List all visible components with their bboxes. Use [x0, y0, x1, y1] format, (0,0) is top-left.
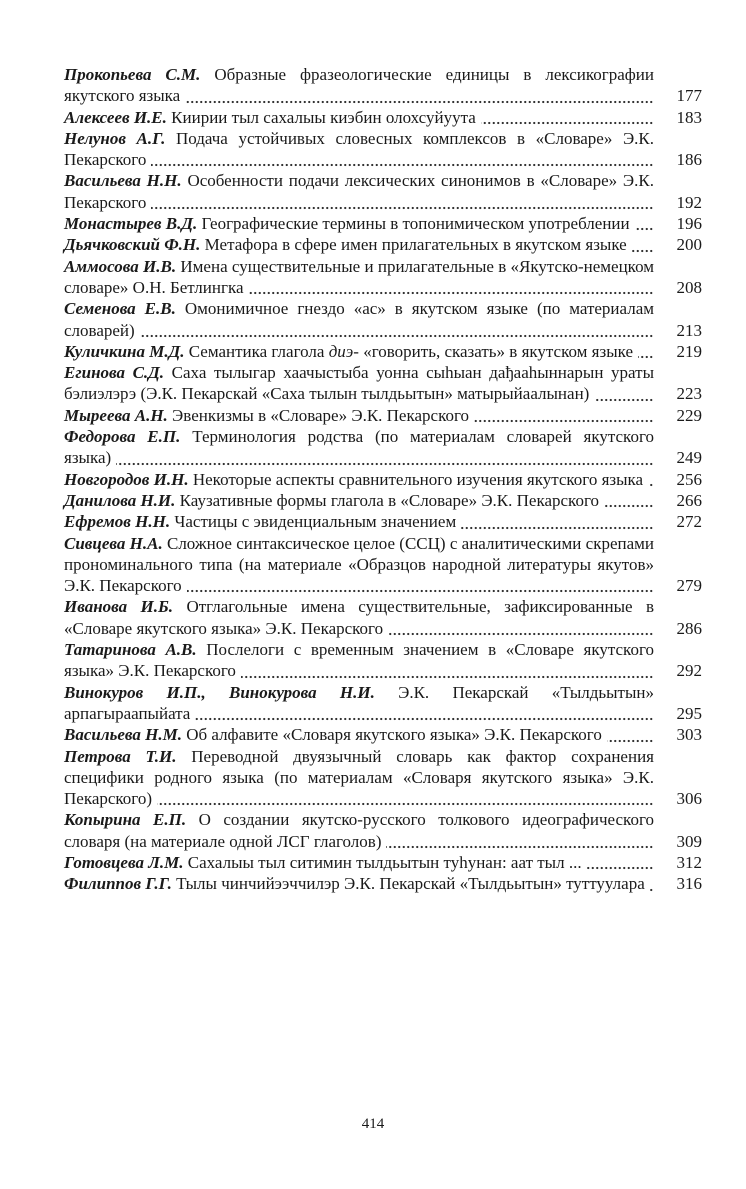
entry-page-number: 286: [662, 618, 702, 639]
entry-page-number: 303: [662, 724, 702, 745]
entry-author: Филиппов Г.Г.: [64, 874, 172, 894]
toc-entry: [64, 724, 702, 745]
entry-title: Послелоги с временным значением в «Словаре якутского языка» Э.К. Пекарского: [64, 640, 655, 681]
toc-entry: [64, 596, 702, 639]
entry-title: Тылы чинчийээччилэр Э.К. Пекарскай «Тылдьытын» туттуулара: [176, 874, 645, 894]
entry-title: «говорить, сказать» в якутском языке: [363, 341, 634, 361]
entry-author: Ефремов Н.Н.: [64, 512, 171, 532]
toc-entry: [64, 405, 702, 426]
entry-author: Копырина Е.П.: [64, 810, 187, 830]
entry-author: Новгородов И.Н.: [64, 469, 189, 489]
entry-page-number: 213: [662, 320, 702, 341]
entry-author: Нелунов А.Г.: [64, 128, 166, 148]
page-number: 414: [361, 1116, 385, 1132]
entry-title: Об алфавите «Словаря якутского языка» Э.К. Пекарского: [186, 725, 602, 745]
entry-page-number: 312: [662, 852, 702, 873]
entry-author: Петрова Т.И.: [64, 746, 177, 766]
entry-page-number: 208: [662, 277, 702, 298]
entry-author: Прокопьева С.М.: [64, 65, 201, 84]
entry-title: Географические термины в топонимическом употреблении: [201, 214, 630, 234]
toc-entry: [64, 533, 702, 597]
entry-author: Мыреева А.Н.: [64, 405, 168, 425]
toc-entry: [64, 511, 702, 532]
entry-author: Монастырев В.Д.: [64, 214, 198, 234]
toc-entry: [64, 256, 702, 299]
entry-title-term: диэ-: [328, 341, 359, 361]
entry-page-number: 295: [662, 703, 702, 724]
entry-page-number: 266: [662, 490, 702, 511]
entry-author: Татаринова А.В.: [64, 640, 197, 660]
toc-entry: [64, 213, 702, 234]
toc-entry: [64, 682, 702, 725]
entry-title: Саха тылыгар хаачыстыба уонна сыһыан дађааһыннарын ураты бэлиэлэрэ (Э.К. Пекарскай «Саха тылын тылдьытын» матырыйаалынан): [64, 363, 655, 404]
entry-author: Данилова Н.И.: [64, 490, 176, 510]
entry-title: Имена существительные и прилагательные в «Якутско-немецком словаре» О.Н. Бетлингка: [64, 256, 655, 297]
entry-page-number: 309: [662, 831, 702, 852]
entry-title-part: Семантика глагола: [188, 341, 325, 361]
toc-entry: [64, 64, 702, 107]
toc-entry: [64, 107, 702, 128]
entry-page-number: 229: [662, 405, 702, 426]
entry-author: Сивцева Н.А.: [64, 533, 163, 553]
entry-author: Федорова Е.П.: [64, 427, 181, 447]
entry-title: Подача устойчивых словесных комплексов в «Словаре» Э.К. Пекарского: [64, 128, 655, 170]
entry-title: Образные фразеологические единицы в лексикографии якутского языка: [64, 65, 654, 106]
entry-page-number: 196: [662, 213, 702, 234]
entry-page-number: 223: [662, 383, 702, 404]
toc-entry: [64, 426, 702, 469]
entry-page-number: 186: [662, 149, 702, 170]
entry-title: Э.К. Пекарскай «Тылдьытын» арпагыраапыйата: [64, 682, 654, 723]
entry-title: Частицы с эвиденциальным значением: [174, 512, 457, 532]
entry-page-number: 249: [662, 447, 702, 468]
entry-page-number: 292: [662, 660, 702, 681]
entry-page-number: 256: [662, 469, 702, 490]
entry-title: Киирии тыл сахалыы киэбин олохсуйуута: [171, 107, 476, 127]
entry-title: О создании якутско-русского толкового идеографического словаря (на материале одной ЛСГ глаголов): [64, 810, 654, 851]
toc-entry: [64, 362, 702, 405]
entry-title: Метафора в сфере имен прилагательных в якутском языке: [204, 235, 627, 255]
toc-entry: [64, 852, 702, 873]
entry-page-number: 306: [662, 788, 702, 809]
toc-entry: [64, 170, 702, 213]
table-of-contents: [64, 64, 702, 895]
toc-entry: [64, 128, 702, 171]
entry-page-number: 177: [662, 85, 702, 106]
entry-author: Иванова И.Б.: [64, 597, 174, 617]
entry-title: Некоторые аспекты сравнительного изучения якутского языка: [192, 469, 644, 489]
toc-entry: [64, 341, 702, 362]
entry-title: Особенности подачи лексических синонимов в «Словаре» Э.К. Пекарского: [64, 171, 654, 212]
toc-entry: [64, 809, 702, 852]
toc-entry: [64, 746, 702, 810]
entry-title: Отглагольные имена существительные, зафиксированные в «Словаре якутского языка» Э.К. Пекарского: [64, 597, 654, 638]
entry-page-number: 272: [662, 511, 702, 532]
toc-entry: [64, 639, 702, 682]
entry-title: Эвенкизмы в «Словаре» Э.К. Пекарского: [172, 405, 470, 425]
entry-author: Куличкина М.Д.: [64, 341, 185, 361]
entry-author: Дьячковский Ф.Н.: [64, 235, 201, 255]
entry-author: Алексеев И.Е.: [64, 107, 167, 127]
entry-author: Васильева Н.Н.: [64, 171, 182, 191]
toc-entry: [64, 873, 702, 894]
toc-entry: [64, 469, 702, 490]
entry-page-number: 200: [662, 234, 702, 255]
entry-title: Омонимичное гнездо «ас» в якутском языке (по материалам словарей): [64, 299, 655, 340]
entry-page-number: 192: [662, 192, 702, 213]
toc-entry: [64, 490, 702, 511]
entry-author: Аммосова И.В.: [64, 256, 177, 276]
toc-entry: [64, 234, 702, 255]
entry-page-number: 219: [662, 341, 702, 362]
entry-page-number: 183: [662, 107, 702, 128]
entry-title: Каузативные формы глагола в «Словаре» Э.К. Пекарского: [179, 490, 599, 510]
entry-title: Сахалыы тыл ситимин тылдьытын туһунан: аат тыл ...: [187, 852, 582, 872]
entry-title: Сложное синтаксическое целое (ССЦ) с аналитическими скрепами прономинального типа (на материале «Образцов народной литературы якутов» Э.К. Пекарского: [64, 533, 654, 596]
entry-author: Егинова С.Д.: [64, 363, 165, 383]
entry-author: Готовцева Л.М.: [64, 852, 184, 872]
entry-author: Семенова Е.В.: [64, 299, 176, 319]
entry-author: Васильева Н.М.: [64, 725, 182, 745]
entry-author: Винокуров И.П., Винокурова Н.И.: [64, 682, 375, 702]
entry-page-number: 316: [662, 873, 702, 894]
entry-title: Переводной двуязычный словарь как фактор сохранения специфики родного языка (по материалам «Словаря якутского языка» Э.К. Пекарского): [64, 746, 654, 809]
toc-entry: [64, 298, 702, 341]
entry-page-number: 279: [662, 575, 702, 596]
entry-title: Терминология родства (по материалам словарей якутского языка): [64, 427, 654, 468]
